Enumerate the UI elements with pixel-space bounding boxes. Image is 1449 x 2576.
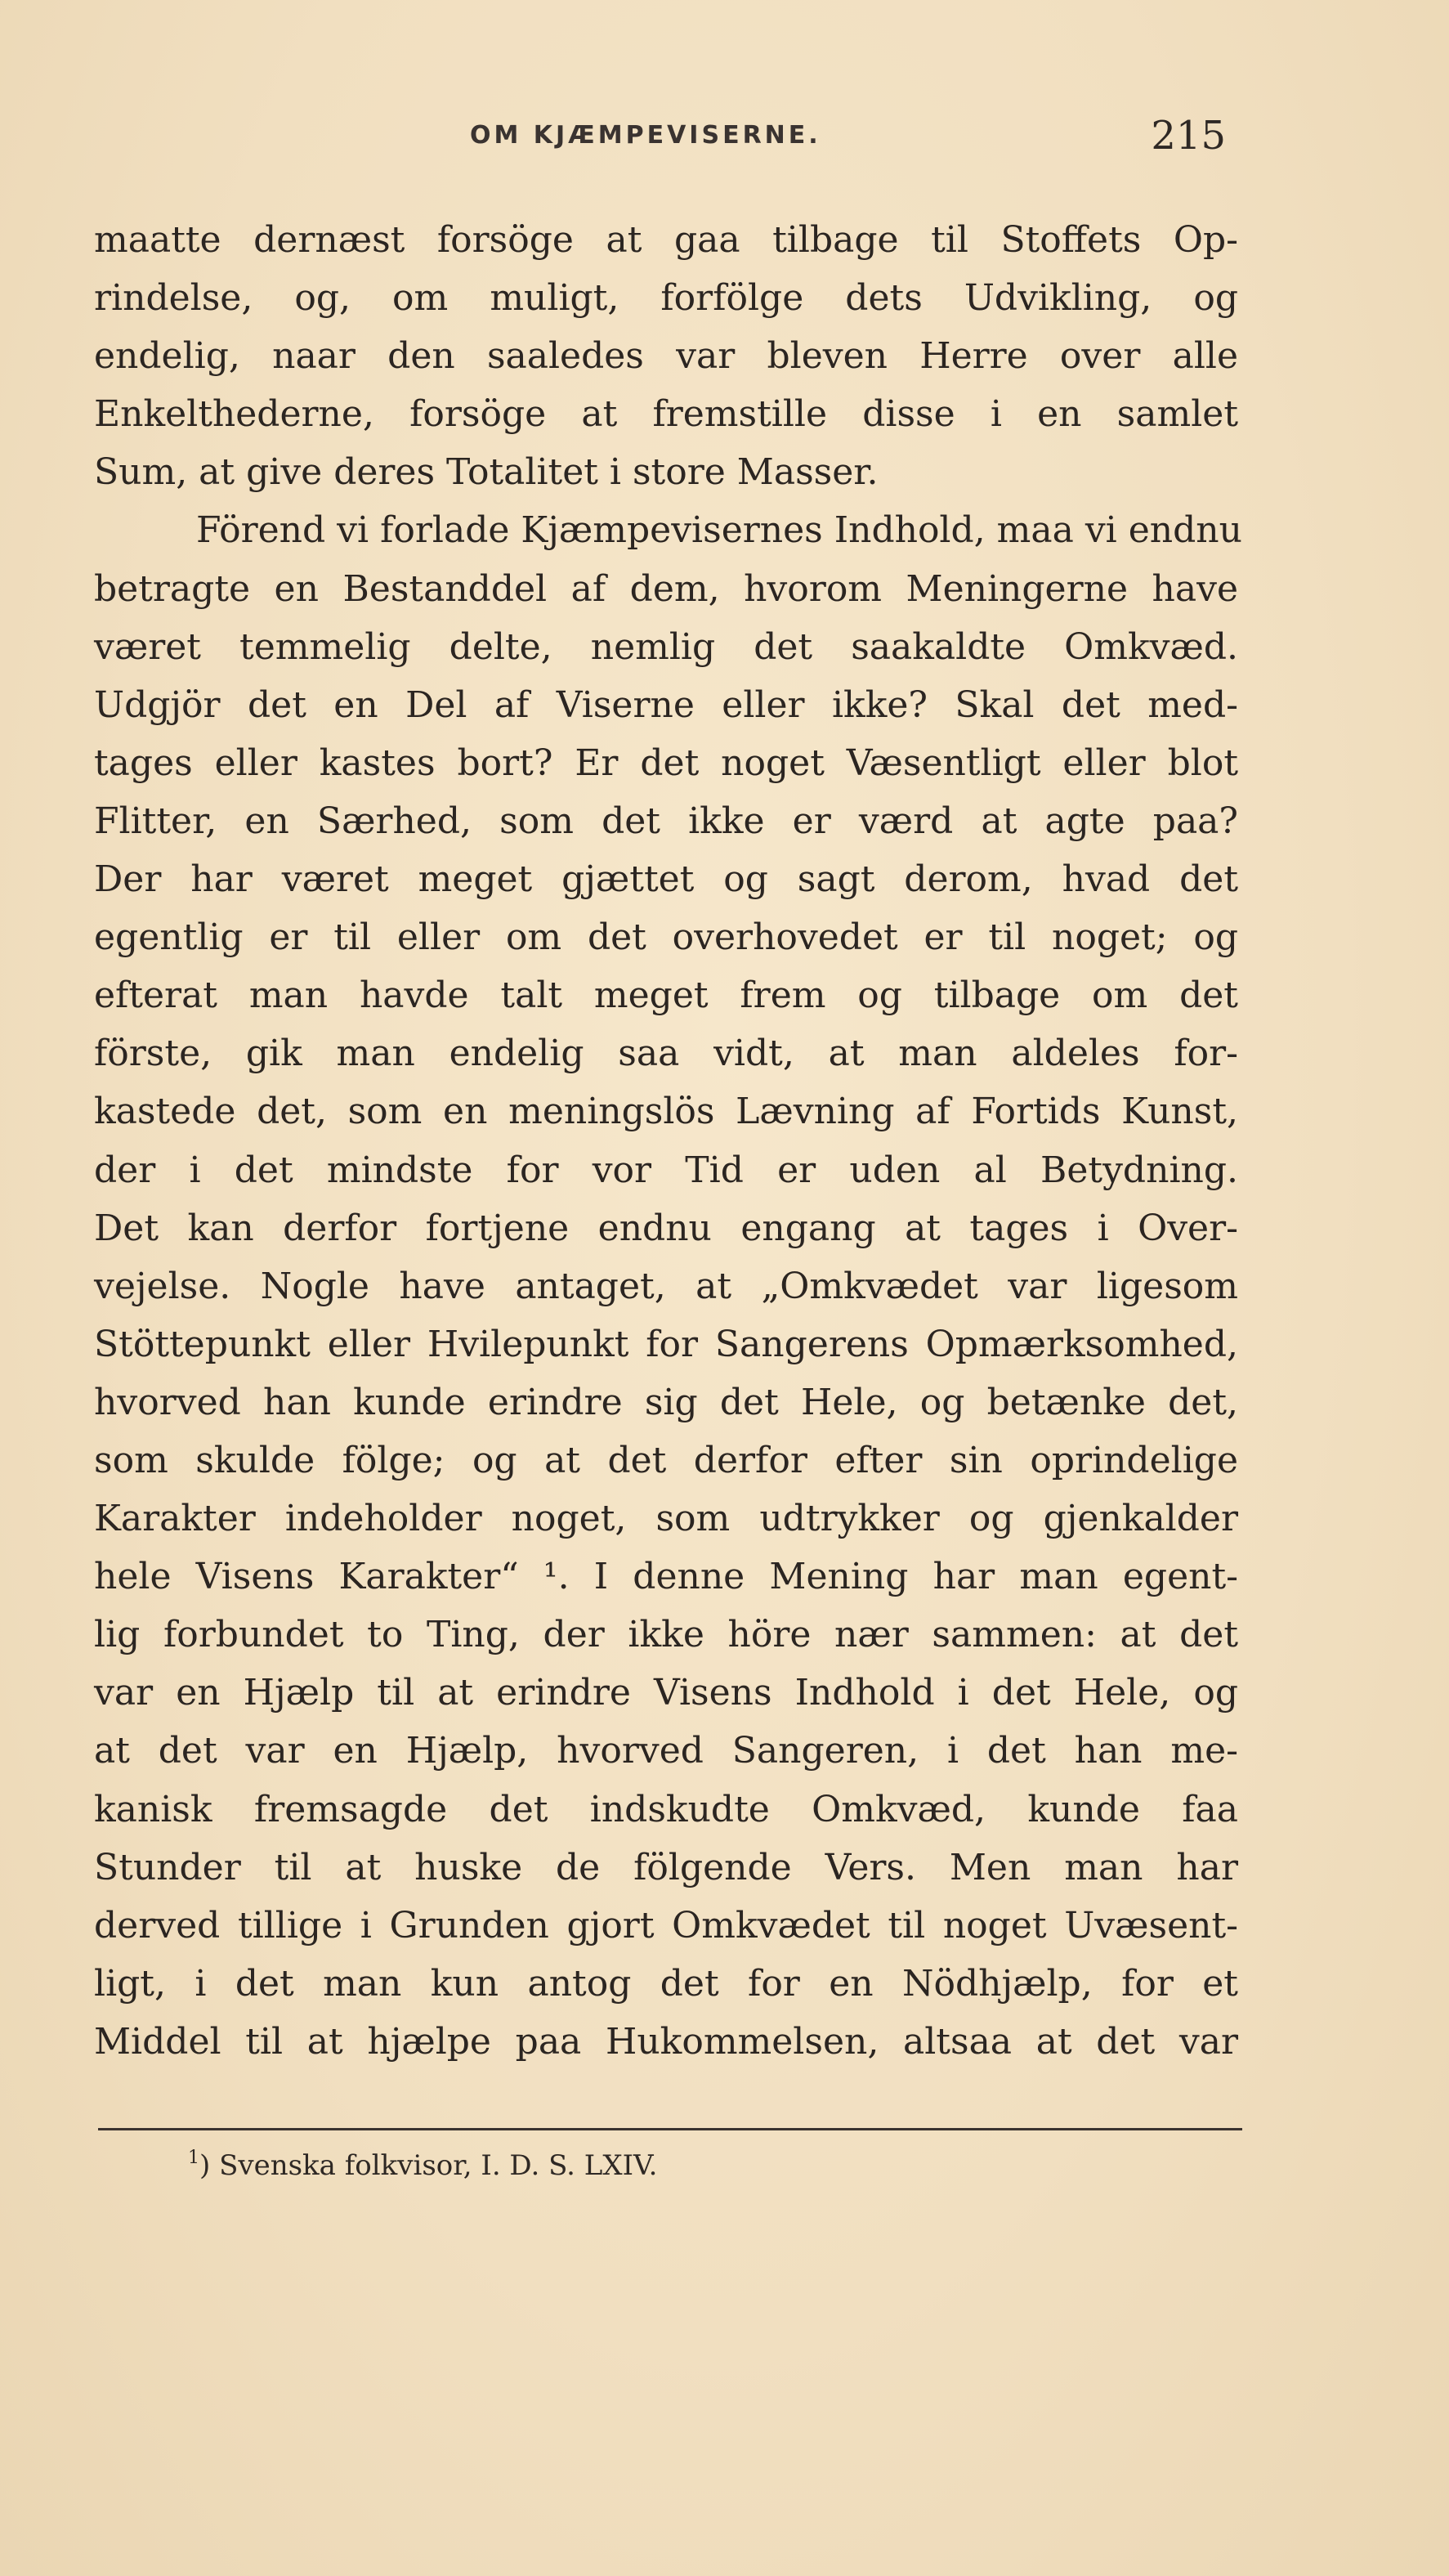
text-line: betragte en Bestanddel af dem, hvorom Meningerne have <box>94 567 1238 610</box>
text-line: ligt, i det man kun antog det for en Nödhjælp, for et <box>94 1962 1238 2005</box>
text-line: Stunder til at huske de fölgende Vers. Men man har <box>94 1846 1238 1888</box>
text-line: rindelse, og, om muligt, forfölge dets Udvikling, og <box>94 277 1238 320</box>
text-line: kanisk fremsagde det indskudte Omkvæd, kunde faa <box>94 1788 1238 1830</box>
text-line: maatte dernæst forsöge at gaa tilbage til Stoffets Op- <box>94 219 1238 261</box>
text-line: hvorved han kunde erindre sig det Hele, og betænke det, <box>94 1381 1238 1423</box>
text-line: hele Visens Karakter“ ¹. I denne Mening har man egent- <box>94 1556 1238 1598</box>
text-line: at det var en Hjælp, hvorved Sangeren, i det han me- <box>94 1730 1238 1772</box>
text-line: Enkelthederne, forsöge at fremstille disse i en samlet <box>94 393 1238 436</box>
body-text <box>94 211 1242 2071</box>
footnote <box>188 2138 657 2186</box>
text-line: kastede det, som en meningslös Lævning af Fortids Kunst, <box>94 1091 1238 1133</box>
text-line: endelig, naar den saaledes var bleven Herre over alle <box>94 335 1238 378</box>
text-line: været temmelig delte, nemlig det saakaldte Omkvæd. <box>94 625 1238 668</box>
text-line: Sum, at give deres Totalitet i store Masser. <box>94 451 879 494</box>
text-line: derved tillige i Grunden gjort Omkvædet til noget Uvæsent- <box>94 1904 1238 1947</box>
text-line: Der har været meget gjættet og sagt derom, hvad det <box>94 858 1238 901</box>
text-line: vejelse. Nogle have antaget, at „Omkvædet var ligesom <box>94 1265 1238 1307</box>
text-line: efterat man havde talt meget frem og tilbage om det <box>94 974 1238 1017</box>
text-line: Flitter, en Særhed, som det ikke er værd at agte paa? <box>94 800 1238 842</box>
text-line: Det kan derfor fortjene endnu engang at tages i Over- <box>94 1207 1238 1249</box>
footnote-bracket: ) <box>199 2149 220 2182</box>
text-line: Udgjör det en Del af Viserne eller ikke? Skal det med- <box>94 683 1238 726</box>
text-line: lig forbundet to Ting, der ikke höre nær sammen: at det <box>94 1614 1238 1656</box>
text-line: var en Hjælp til at erindre Visens Indhold i det Hele, og <box>94 1672 1238 1714</box>
footnote-text: Svenska folkvisor, I. D. S. LXIV. <box>219 2149 658 2182</box>
text-line: egentlig er til eller om det overhovedet er til noget; og <box>94 916 1238 959</box>
text-line: Stöttepunkt eller Hvilepunkt for Sangerens Opmærksomhed, <box>94 1323 1238 1365</box>
text-line: förste, gik man endelig saa vidt, at man aldeles for- <box>94 1033 1238 1075</box>
running-title: OM KJÆMPEVISERNE. <box>470 121 821 150</box>
text-line: som skulde fölge; og at det derfor efter sin oprindelige <box>94 1439 1238 1481</box>
text-line: der i det mindste for vor Tid er uden al Betydning. <box>94 1149 1238 1191</box>
footnote-divider <box>98 2128 1242 2130</box>
text-line: Middel til at hjælpe paa Hukommelsen, altsaa at det var <box>94 2020 1238 2063</box>
page-number: 215 <box>1151 113 1226 159</box>
page-header <box>98 113 1226 170</box>
text-line: tages eller kastes bort? Er det noget Væsentligt eller blot <box>94 741 1238 784</box>
text-line: Karakter indeholder noget, som udtrykker og gjenkalder <box>94 1498 1238 1540</box>
paragraph-start-line: Förend vi forlade Kjæmpevisernes Indhold, maa vi endnu <box>196 509 1242 552</box>
footnote-marker: 1 <box>188 2148 199 2168</box>
